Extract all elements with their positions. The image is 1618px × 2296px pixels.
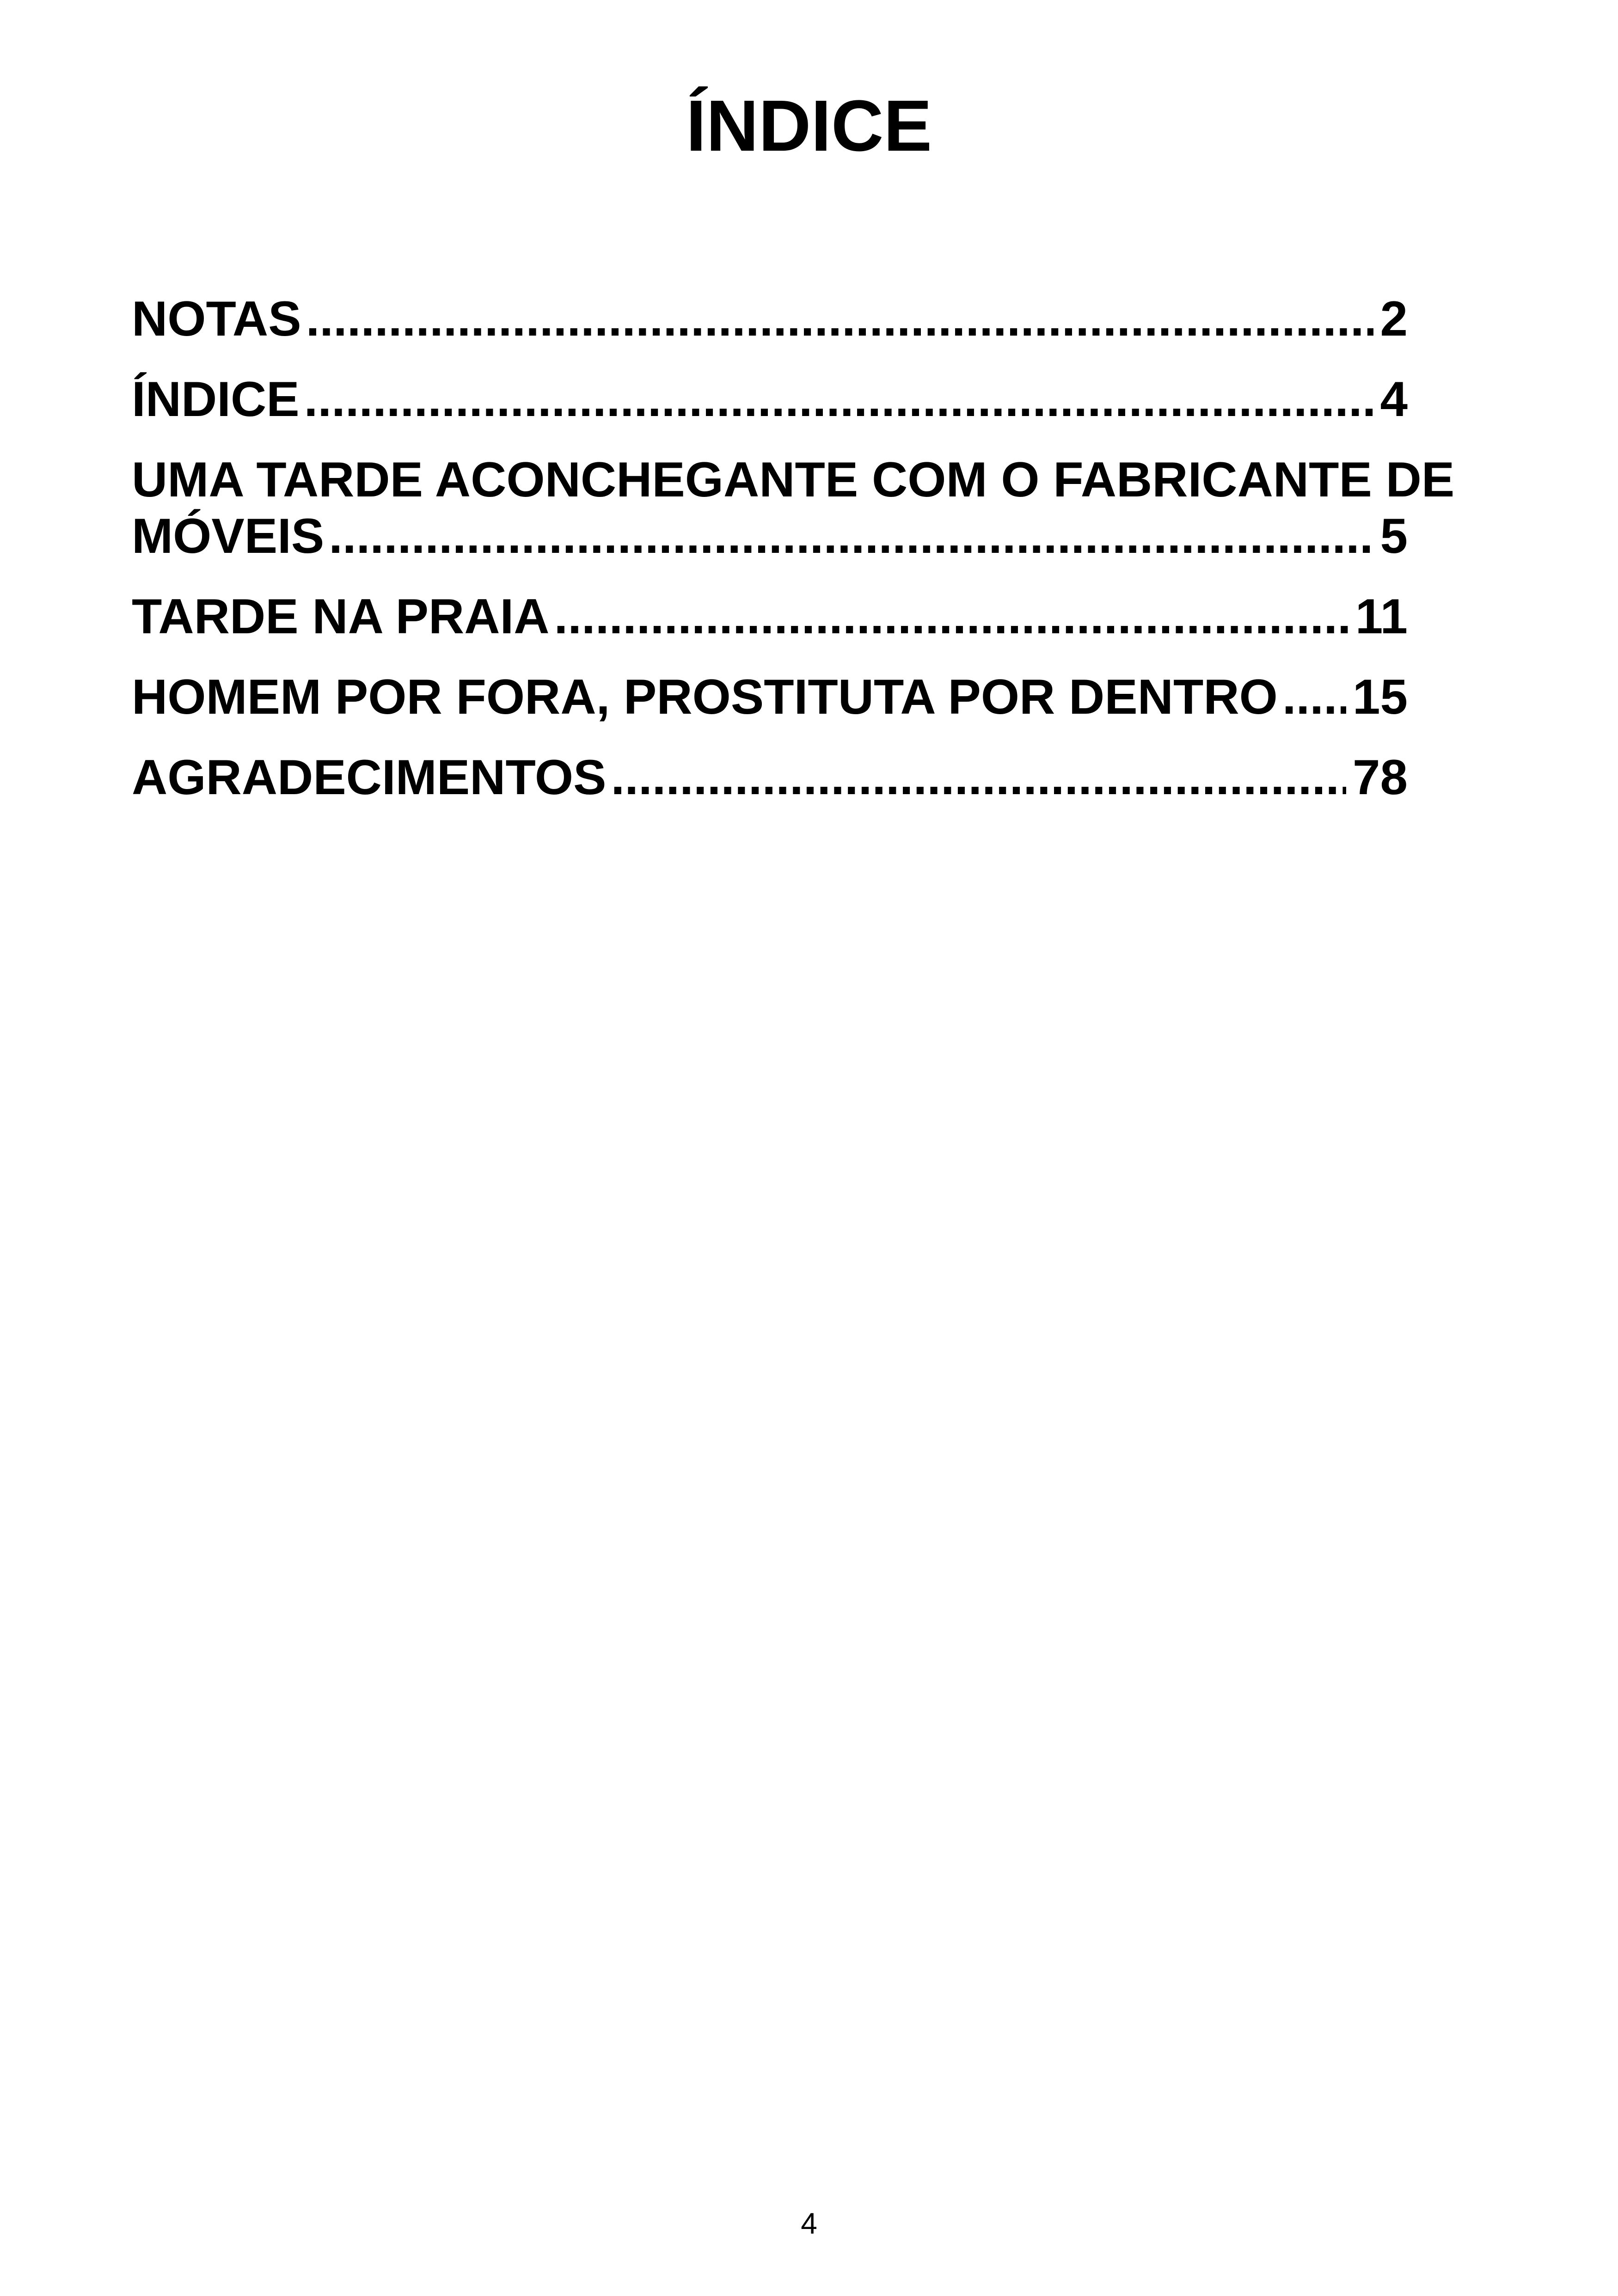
toc-entry-uma-tarde-aconchegante[interactable]: [132, 451, 1455, 564]
toc-entry-line: [132, 508, 1408, 564]
toc-entry-notas[interactable]: [132, 290, 1408, 347]
toc-entry-agradecimentos[interactable]: [132, 749, 1408, 805]
toc-entry-title: NOTAS: [132, 291, 301, 346]
toc-entry-title: TARDE NA PRAIA: [132, 588, 550, 644]
toc-entry-page: 4: [1380, 371, 1408, 427]
toc-entry-indice[interactable]: [132, 371, 1408, 427]
dot-leader: [329, 508, 1373, 564]
toc-entry-page: 11: [1355, 588, 1408, 644]
toc-entry-title: ÍNDICE: [132, 371, 300, 427]
toc-entry-page: 15: [1352, 669, 1408, 724]
dot-leader: [306, 290, 1374, 347]
table-of-contents: [132, 290, 1455, 829]
toc-entry-line: [132, 588, 1408, 644]
toc-entry-title: AGRADECIMENTOS: [132, 749, 607, 805]
toc-entry-page: 2: [1380, 291, 1408, 346]
toc-entry-title-line1: UMA TARDE ACONCHEGANTE COM O FABRICANTE DE: [132, 452, 1455, 507]
toc-entry-line: [132, 290, 1408, 347]
dot-leader: [611, 749, 1346, 805]
dot-leader: [1282, 668, 1346, 725]
toc-entry-line: [132, 749, 1408, 805]
toc-entry-page: 78: [1352, 749, 1408, 805]
toc-entry-line: [132, 668, 1408, 725]
page-title: ÍNDICE: [686, 86, 932, 166]
toc-entry-line: [132, 371, 1408, 427]
toc-entry-title: MÓVEIS: [132, 508, 325, 563]
dot-leader: [304, 371, 1374, 427]
toc-entry-page: 5: [1380, 508, 1408, 563]
dot-leader: [554, 588, 1349, 644]
toc-entry-tarde-na-praia[interactable]: [132, 588, 1408, 644]
toc-entry-homem-por-fora[interactable]: [132, 668, 1408, 725]
toc-entry-title: HOMEM POR FORA, PROSTITUTA POR DENTRO: [132, 669, 1278, 724]
footer-page-number: 4: [801, 2207, 817, 2240]
